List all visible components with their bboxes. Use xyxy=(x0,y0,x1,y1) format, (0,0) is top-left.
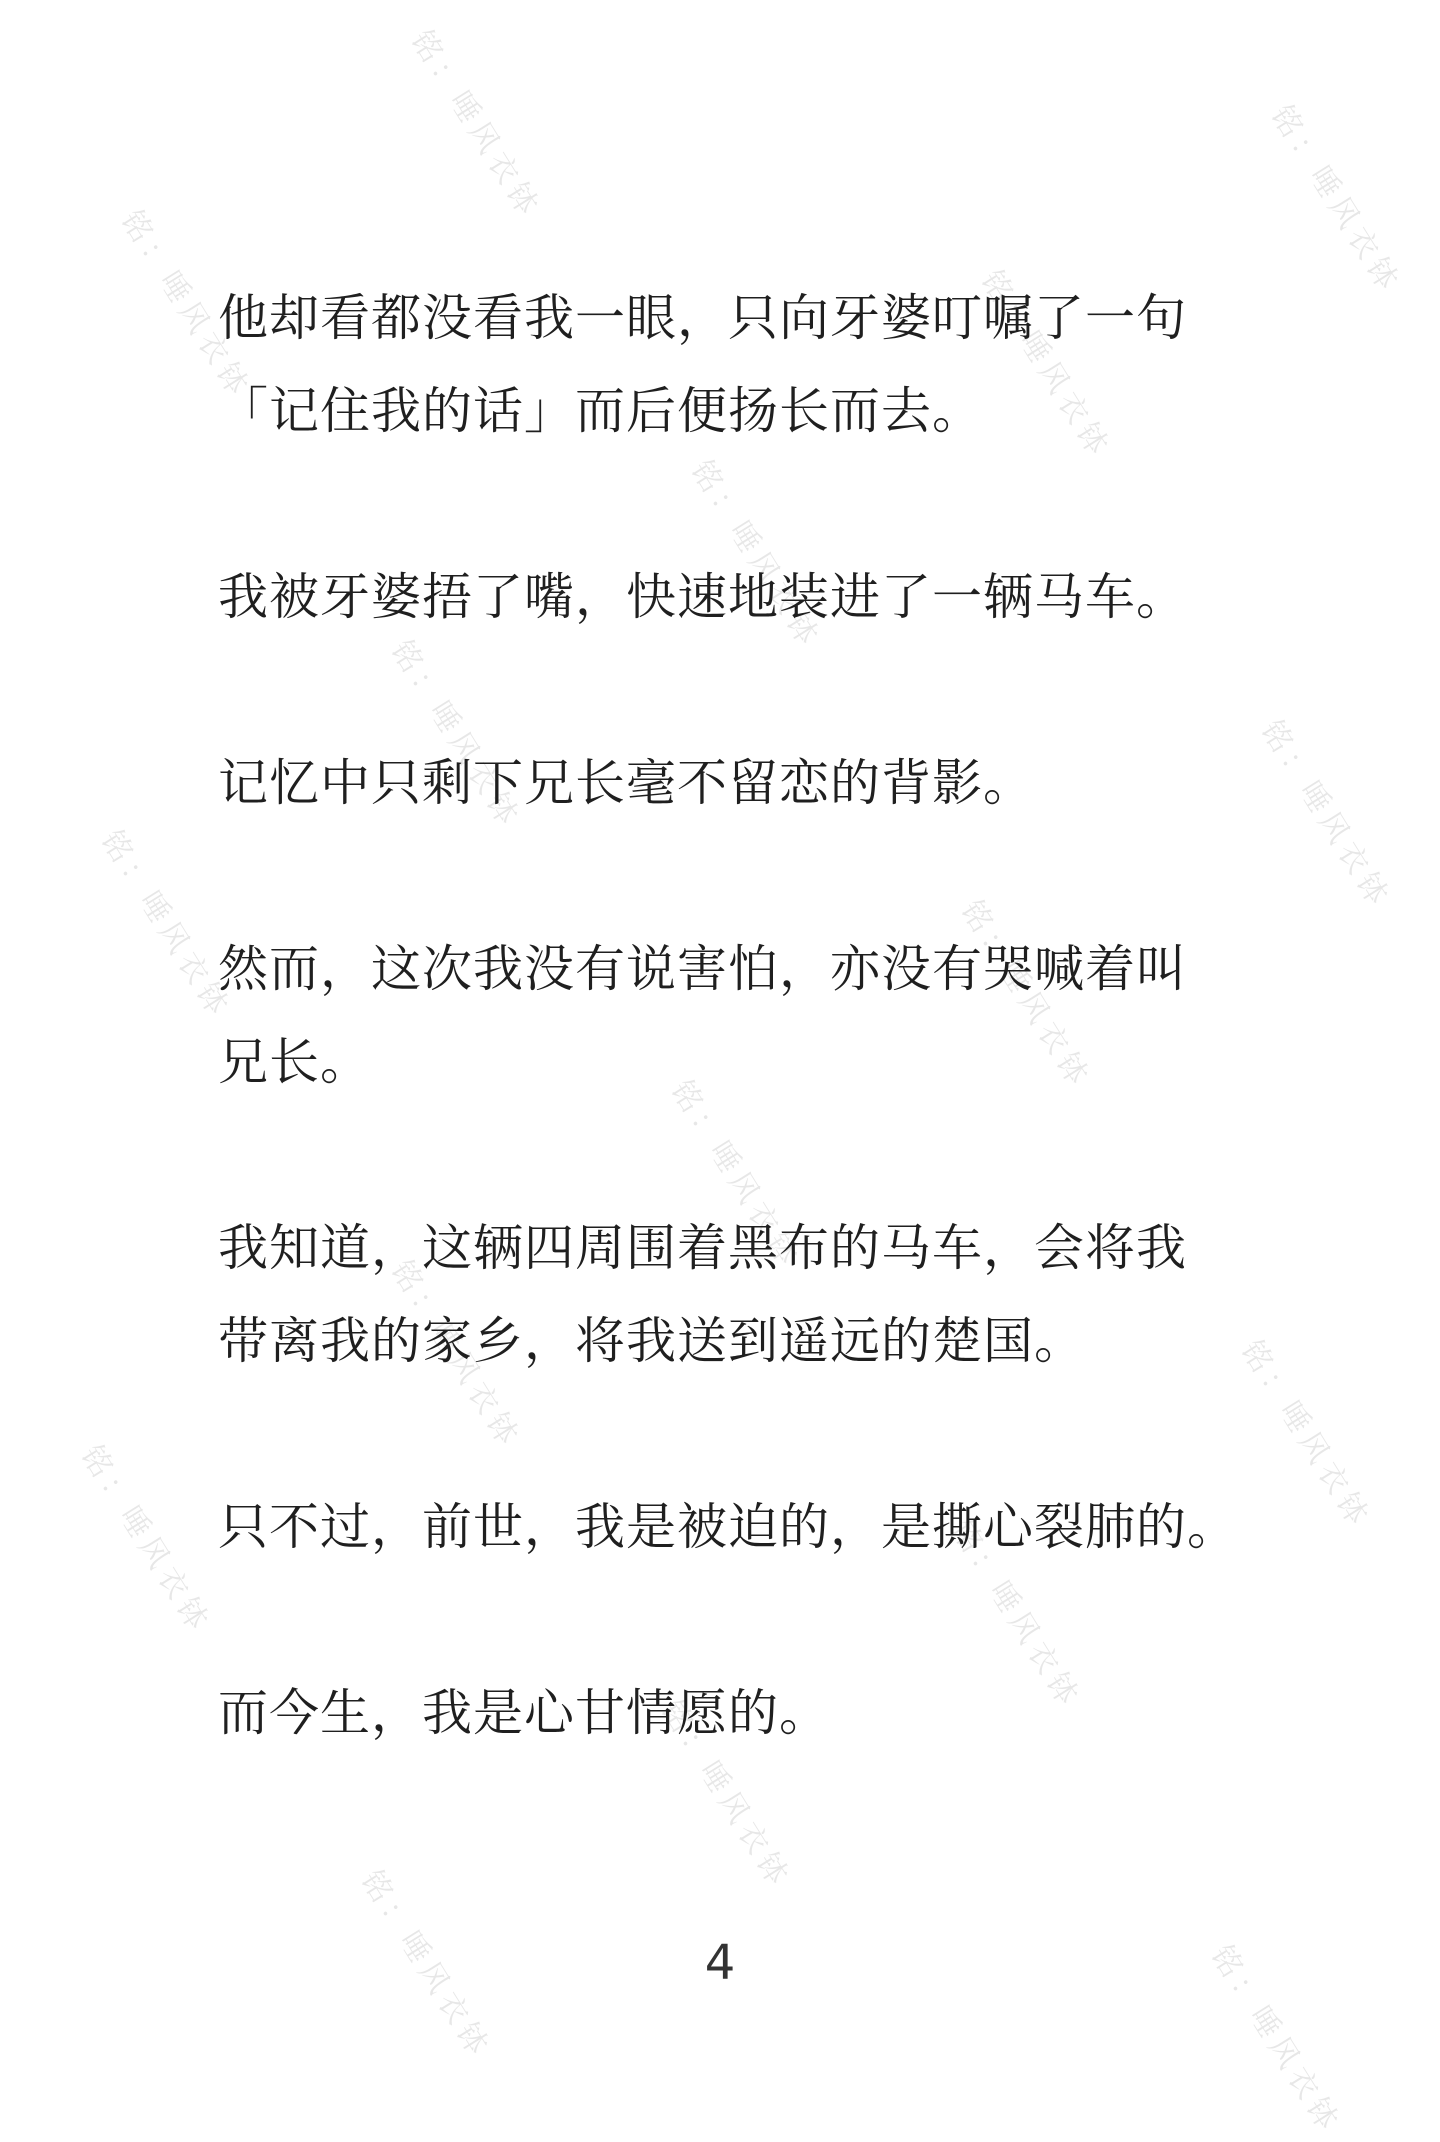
text-line: 兄长。 xyxy=(218,1033,371,1091)
paragraph xyxy=(218,737,1228,830)
watermark: 铭：唾风衣钵 xyxy=(973,264,1118,466)
watermark: 铭：唾风衣钵 xyxy=(1233,1334,1378,1536)
paragraph xyxy=(218,1481,1238,1574)
watermark: 铭：唾风衣钵 xyxy=(1253,714,1398,916)
text-line: 「记住我的话」而后便扬长而去。 xyxy=(218,382,983,440)
text-line: 他却看都没看我一眼，只向牙婆叮嘱了一句 xyxy=(218,289,1187,347)
paragraph xyxy=(218,272,1228,458)
watermark: 铭：唾风衣钵 xyxy=(943,1514,1088,1716)
watermark: 铭：唾风衣钵 xyxy=(683,454,828,656)
text-line: 然而，这次我没有说害怕，亦没有哭喊着叫 xyxy=(218,940,1187,998)
watermark: 铭：唾风衣钵 xyxy=(653,1694,798,1896)
text-line: 记忆中只剩下兄长毫不留恋的背影。 xyxy=(218,754,1034,812)
watermark: 铭：唾风衣钵 xyxy=(953,894,1098,1096)
paragraph xyxy=(218,551,1228,644)
text-line: 带离我的家乡，将我送到遥远的楚国。 xyxy=(218,1312,1085,1370)
watermark: 铭：唾风衣钵 xyxy=(93,824,238,1026)
paragraph xyxy=(218,923,1228,1109)
page-number: 4 xyxy=(704,1935,736,1991)
watermark: 铭：唾风衣钵 xyxy=(1263,99,1408,301)
watermark: 铭：唾风衣钵 xyxy=(383,634,528,836)
text-line: 我知道，这辆四周围着黑布的马车，会将我 xyxy=(218,1219,1187,1277)
watermark: 铭：唾风衣钵 xyxy=(1203,1939,1348,2141)
watermark: 铭：唾风衣钵 xyxy=(113,204,258,406)
text-line: 只不过，前世，我是被迫的，是撕心裂肺的。 xyxy=(218,1498,1238,1556)
watermark: 铭：唾风衣钵 xyxy=(663,1074,808,1276)
text-line: 而今生，我是心甘情愿的。 xyxy=(218,1684,830,1742)
watermark: 铭：唾风衣钵 xyxy=(353,1864,498,2066)
watermark: 铭：唾风衣钵 xyxy=(73,1439,218,1641)
watermark: 铭：唾风衣钵 xyxy=(383,1254,528,1456)
paragraph xyxy=(218,1667,1228,1760)
body-text xyxy=(218,272,1238,1853)
text-line: 我被牙婆捂了嘴，快速地装进了一辆马车。 xyxy=(218,568,1187,626)
paragraph xyxy=(218,1202,1228,1388)
watermark: 铭：唾风衣钵 xyxy=(403,24,548,226)
